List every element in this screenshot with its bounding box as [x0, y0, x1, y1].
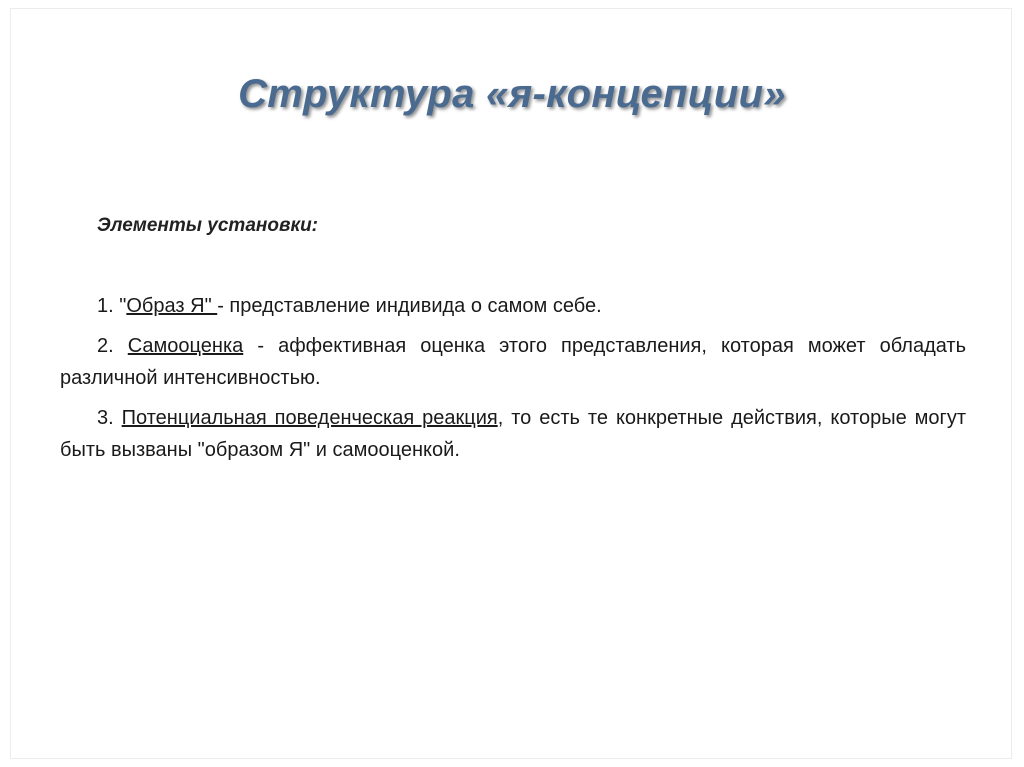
item-prefix: " [119, 295, 127, 317]
item-text: - представление индивида о самом себе. [217, 295, 602, 317]
item-number: 1. [97, 295, 120, 317]
slide-content [60, 210, 966, 474]
item-term: Потенциальная поведенческая реакция [121, 407, 498, 429]
item-text: - аффективная оценка этого представления, которая может обладать различной интенсивностью. [60, 335, 966, 389]
slide-title: Структура «я-концепции» [238, 72, 786, 116]
item-number: 2. [97, 335, 128, 357]
item-term: Самооценка [127, 335, 244, 357]
item-term: Образ Я" [126, 295, 218, 317]
item-text: , то есть те конкретные действия, которые могут быть вызваны "образом Я" и самооценкой. [60, 407, 966, 461]
list-item-3 [60, 402, 966, 466]
subheading: Элементы установки: [97, 215, 319, 236]
list-item-2 [60, 330, 966, 394]
list-item-1 [60, 290, 966, 322]
item-number: 3. [97, 407, 122, 429]
